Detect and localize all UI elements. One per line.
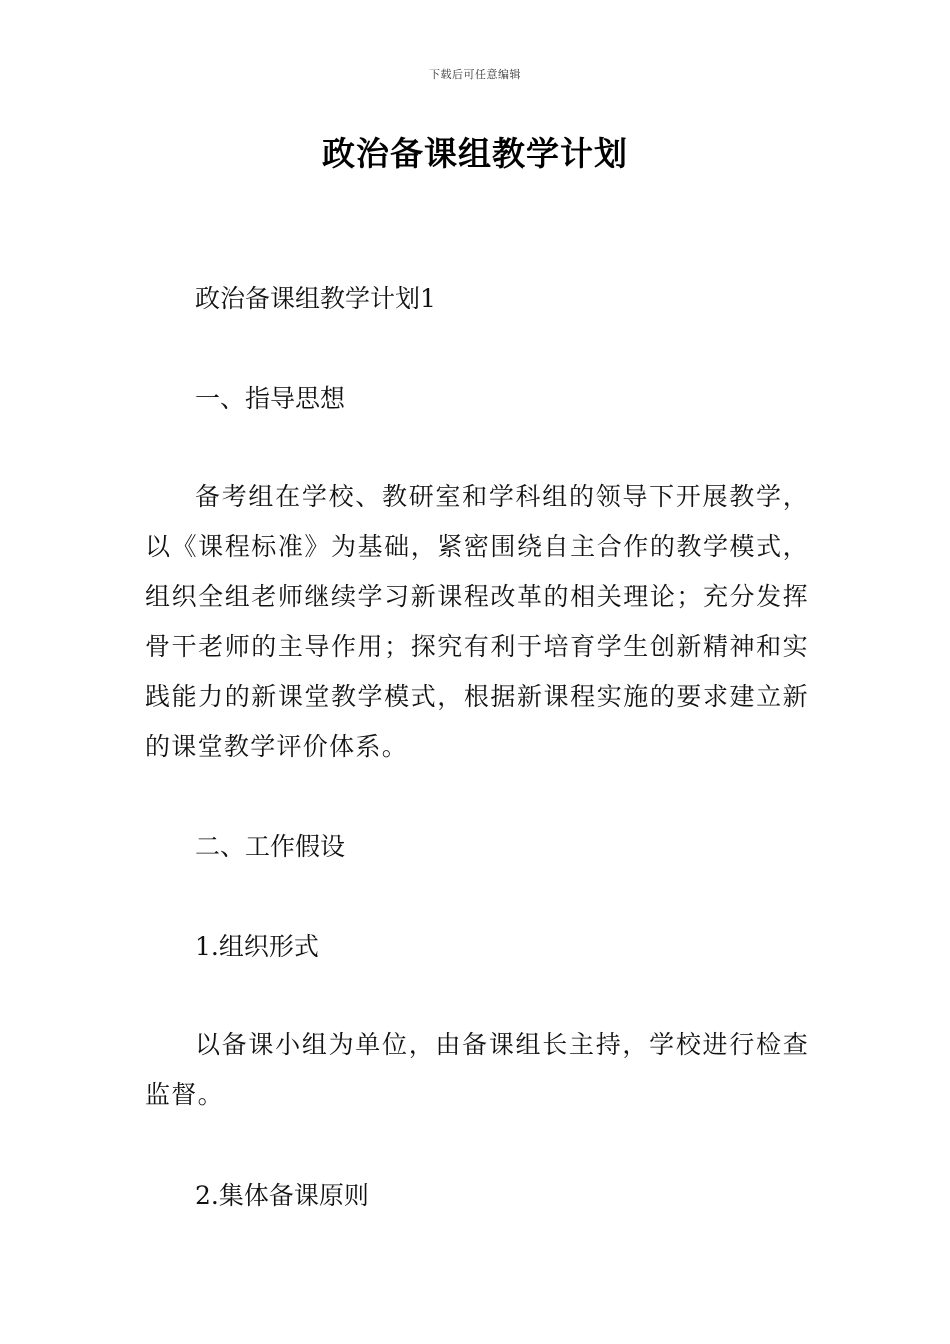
paragraph-organization: 以备课小组为单位，由备课组长主持，学校进行检查监督。 [145, 1030, 809, 1109]
subtitle: 政治备课组教学计划1 [195, 284, 436, 313]
item-heading-collective-prep: 2.集体备课原则 [195, 1181, 369, 1210]
section-heading-work-plan: 二、工作假设 [195, 832, 346, 861]
paragraph-guiding-ideology: 备考组在学校、教研室和学科组的领导下开展教学，以《课程标准》为基础，紧密围绕自主合作的教学模式，组织全组老师继续学习新课程改革的相关理论；充分发挥骨干老师的主导作用；探究有利于培育学生创新精神和实践能力的新课堂教学模式，根据新课程实施的要求建立新的课堂教学评价体系。 [145, 482, 809, 761]
item-heading-organization: 1.组织形式 [195, 932, 319, 961]
header-note: 下载后可任意编辑 [429, 68, 521, 81]
section-heading-guiding-ideology: 一、指导思想 [195, 384, 346, 413]
document-title: 政治备课组教学计划 [322, 134, 628, 173]
